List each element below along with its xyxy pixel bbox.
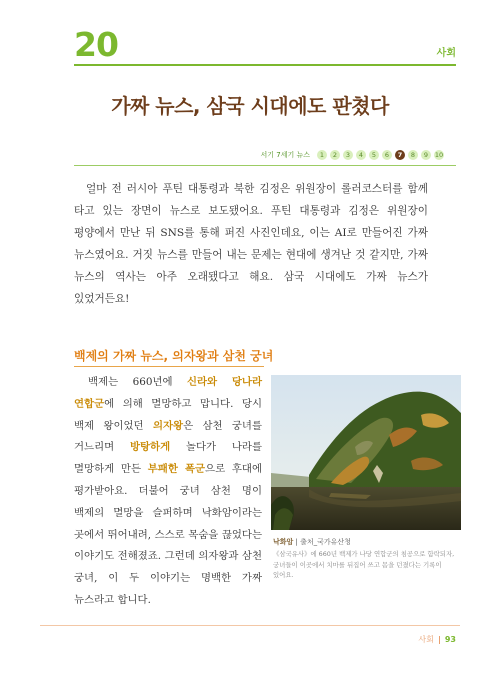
paragraph-text: 에 의해 멸망하고 맙니다. 당시 백제 왕이었던 bbox=[74, 397, 262, 432]
level-step: 8 bbox=[408, 150, 418, 160]
level-step: 4 bbox=[356, 150, 366, 160]
level-divider bbox=[74, 165, 456, 166]
paragraph-text: 은 삼천 궁녀를 거느리며 bbox=[74, 419, 262, 454]
photo-caption-title bbox=[273, 537, 463, 547]
page-footer bbox=[418, 634, 456, 645]
level-step: 9 bbox=[421, 150, 431, 160]
section-paragraph bbox=[74, 372, 262, 612]
highlighted-term: 의자왕 bbox=[152, 419, 184, 432]
category-label: 사회 bbox=[436, 48, 456, 59]
level-label: 서기 7세기 뉴스 bbox=[260, 151, 310, 159]
footer-category: 사회 bbox=[418, 635, 434, 644]
footer-divider bbox=[40, 625, 460, 626]
highlighted-term: 신라와 당나라 연합군 bbox=[74, 376, 263, 410]
level-step: 6 bbox=[382, 150, 392, 160]
level-step: 1 bbox=[317, 150, 327, 160]
paragraph-text: 백제는 660년에 bbox=[88, 376, 187, 388]
level-step: 3 bbox=[343, 150, 353, 160]
caption-source: | 출처_국가유산청 bbox=[295, 538, 351, 546]
cliff-landscape-image bbox=[271, 375, 461, 530]
nakhwaam-photo bbox=[271, 375, 461, 530]
level-step: 2 bbox=[330, 150, 340, 160]
article-number: 20 bbox=[74, 25, 118, 64]
paragraph-text: 놀다가 나라를 멸망하게 만든 bbox=[74, 441, 262, 476]
highlighted-term: 방탕하게 bbox=[129, 441, 171, 454]
header-divider bbox=[74, 64, 456, 66]
section-underline bbox=[74, 366, 264, 367]
page-title: 가짜 뉴스, 삼국 시대에도 판쳤다 bbox=[111, 94, 389, 118]
footer-separator bbox=[439, 636, 440, 644]
caption-place-name: 낙화암 bbox=[273, 538, 294, 546]
paragraph-text: 으로 후대에 평가받아요. 더불어 궁녀 삼천 명이 백제의 멸망을 슬퍼하며 낙화암이라는 곳에서 뛰어내려, 스스로 목숨을 끊었다는 이야기도 전해졌죠. 그런데 의자왕과 삼천 궁녀, 이 두 이야기는 명백한 가짜 뉴스라고 합니다. bbox=[74, 463, 262, 606]
intro-paragraph: 얼마 전 러시아 푸틴 대통령과 북한 김정은 위원장이 롤러코스터를 함께 타고 있는 장면이 뉴스로 보도됐어요. 푸틴 대통령과 김정은 위원장이 평양에서 만난 뒤 SNS를 통해 퍼진 사진인데요, 이는 AI로 만들어진 가짜 뉴스였어요. 거짓 뉴스를 만들어 내는 문제는 현대에 생겨난 것 같지만, 가짜 뉴스의 역사는 아주 오래됐다고 해요. 삼국 시대에도 가짜 뉴스가 있었거든요! bbox=[74, 183, 428, 305]
photo-caption-text: 《삼국유사》에 660년 백제가 나당 연합군의 침공으로 함락되자, 궁녀들이 이곳에서 치마를 뒤집어 쓰고 몸을 던졌다는 기록이 있어요. bbox=[273, 550, 455, 579]
highlighted-term: 부패한 폭군 bbox=[147, 463, 206, 476]
difficulty-level-indicator bbox=[261, 148, 444, 162]
level-step: 5 bbox=[369, 150, 379, 160]
level-step: 10 bbox=[434, 151, 444, 159]
section-heading: 백제의 가짜 뉴스, 의자왕과 삼천 궁녀 bbox=[74, 349, 274, 363]
page-number: 93 bbox=[444, 635, 456, 644]
level-step: 7 bbox=[395, 150, 405, 160]
